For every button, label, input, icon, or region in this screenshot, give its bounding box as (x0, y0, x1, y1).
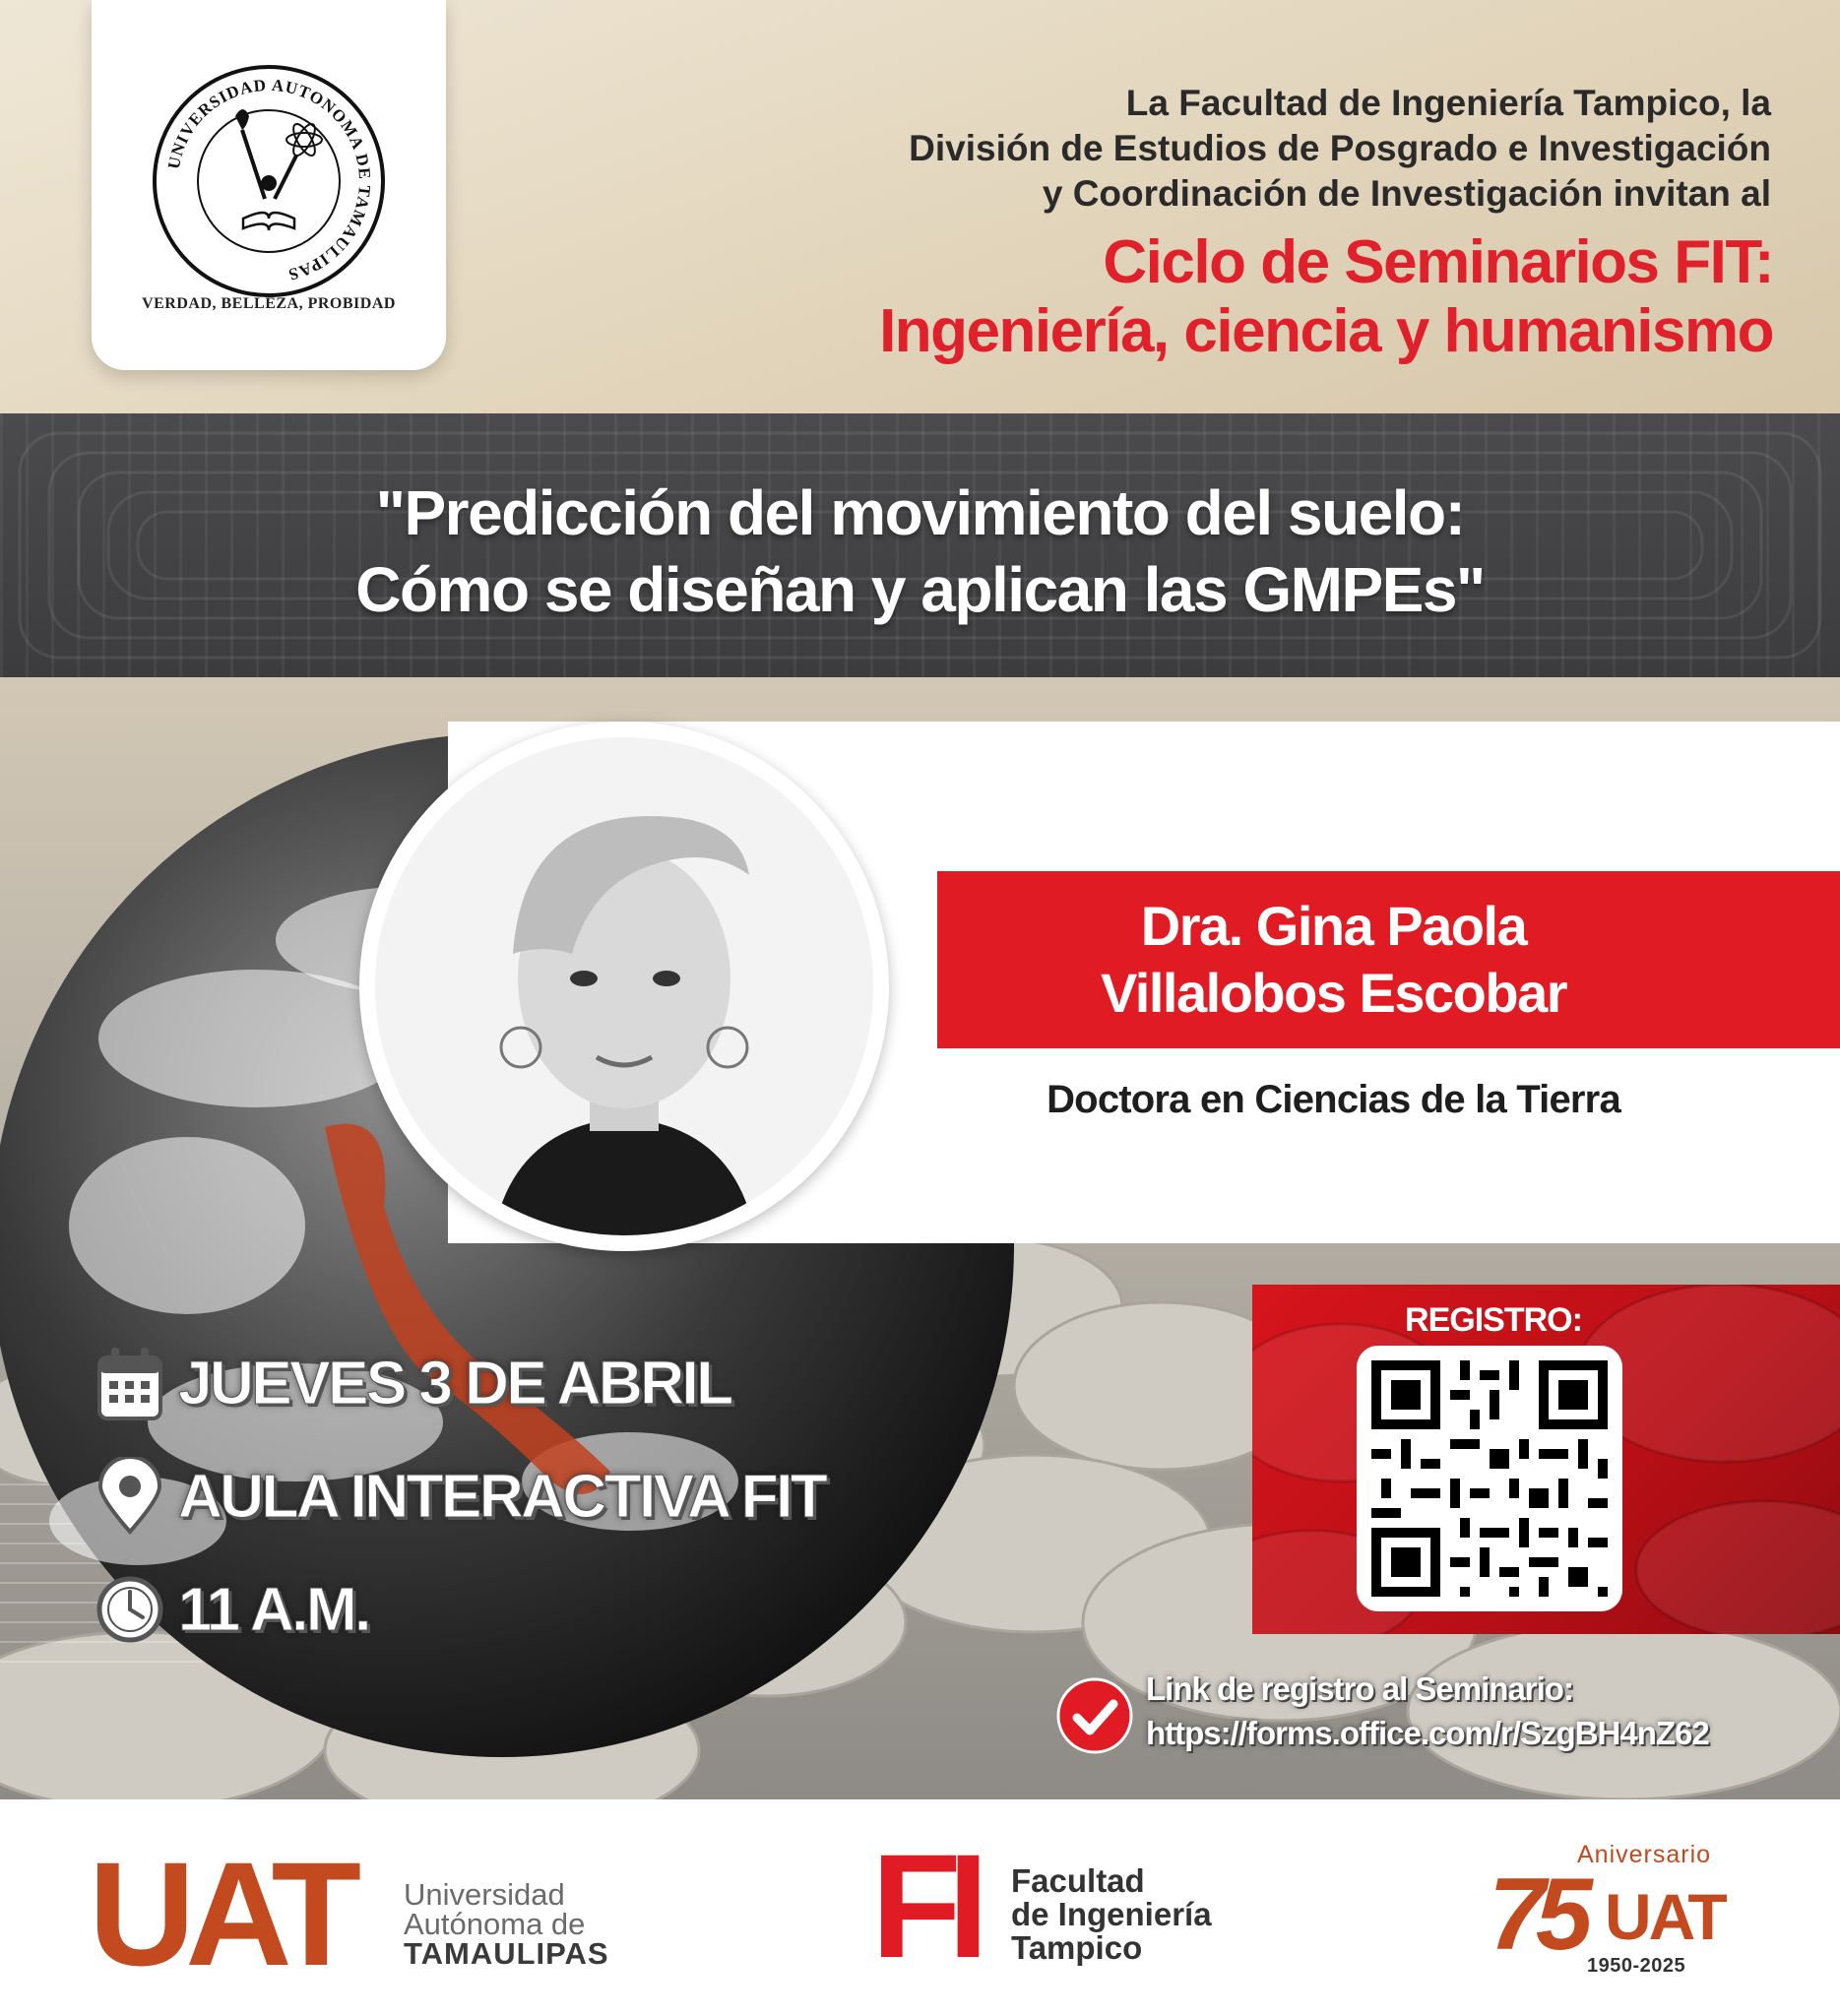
cycle-title-line: Ciclo de Seminarios FIT: (1103, 228, 1773, 296)
speaker-name (937, 893, 1730, 1027)
uat-name-line: Autónoma de (404, 1907, 586, 1941)
speaker-name-line: Dra. Gina Paola (1140, 895, 1527, 957)
speaker-photo (375, 737, 873, 1235)
speaker-name-line: Villalobos Escobar (1100, 962, 1567, 1024)
fi-mark-icon (871, 1839, 1004, 1967)
anniversary-word: Aniversario (1577, 1841, 1712, 1868)
uat-mark-icon (89, 1849, 399, 1977)
uat-name (404, 1877, 609, 1971)
uat-logo (89, 1849, 660, 1977)
seal-motto: VERDAD, BELLEZA, PROBIDAD (142, 295, 396, 312)
calendar-icon (95, 1344, 164, 1422)
anniversary-logo (1489, 1829, 1754, 1977)
registration-qr-code[interactable] (1357, 1346, 1622, 1611)
event-date-row (95, 1339, 731, 1427)
speaker-portrait-icon (375, 737, 873, 1235)
registration-label: REGISTRO: (1405, 1301, 1582, 1339)
seminar-title-band (0, 413, 1840, 677)
anniversary-mark-icon (1489, 1858, 1754, 1957)
registration-link-text[interactable] (1146, 1667, 1709, 1755)
speaker-name-box (937, 871, 1840, 1048)
anniversary-number: 75 (1489, 1858, 1583, 1957)
fi-logo (871, 1839, 1285, 1967)
footer-logos (0, 1799, 1840, 2016)
fi-mark-text: FI (871, 1839, 976, 1967)
fi-name-line: de Ingeniería (1011, 1896, 1212, 1932)
clock-icon (95, 1570, 164, 1649)
fi-name-line: Tampico (1011, 1929, 1143, 1966)
anniversary-uat: UAT (1605, 1880, 1725, 1953)
event-place: AULA INTERACTIVA FIT (178, 1462, 826, 1531)
invitation-line: La Facultad de Ingeniería Tampico, la (1125, 83, 1771, 123)
check-circle-icon (1055, 1676, 1134, 1755)
seminar-title-line: Cómo se diseñan y aplican las GMPEs" (355, 554, 1485, 625)
registration-url[interactable]: https://forms.office.com/r/SzgBH4nZ62 (1146, 1715, 1709, 1751)
seal-ring-text: UNIVERSIDAD AUTONOMA DE TAMAULIPAS (163, 75, 375, 284)
university-seal-card (92, 0, 446, 370)
event-date: JUEVES 3 DE ABRIL (178, 1349, 731, 1418)
event-place-row (95, 1452, 825, 1541)
invitation-line: División de Estudios de Posgrado e Investigación (909, 128, 1771, 168)
fi-name (1011, 1864, 1212, 1965)
event-time: 11 A.M. (178, 1575, 369, 1644)
seminar-title-line: "Predicción del movimiento del suelo: (375, 477, 1465, 548)
invitation-line: y Coordinación de Investigación invitan al (1042, 173, 1771, 214)
invitation-text (590, 81, 1771, 217)
fi-name-line: Facultad (1011, 1862, 1145, 1899)
uat-mark-text: UAT (89, 1849, 352, 1977)
seminar-title (0, 474, 1840, 628)
registration-link[interactable] (1055, 1667, 1823, 1765)
qr-code-icon (1371, 1360, 1608, 1597)
uat-name-line: Universidad (404, 1877, 565, 1912)
registration-link-label: Link de registro al Seminario: (1146, 1670, 1573, 1707)
speaker-degree: Doctora en Ciencias de la Tierra (1047, 1078, 1620, 1121)
uat-name-line: TAMAULIPAS (404, 1936, 609, 1971)
event-time-row (95, 1565, 369, 1654)
location-pin-icon (95, 1457, 164, 1536)
seminar-cycle-title (493, 228, 1773, 366)
cycle-title-line: Ingeniería, ciencia y humanismo (879, 297, 1773, 365)
university-seal-icon (149, 61, 389, 301)
anniversary-years: 1950-2025 (1587, 1955, 1686, 1977)
